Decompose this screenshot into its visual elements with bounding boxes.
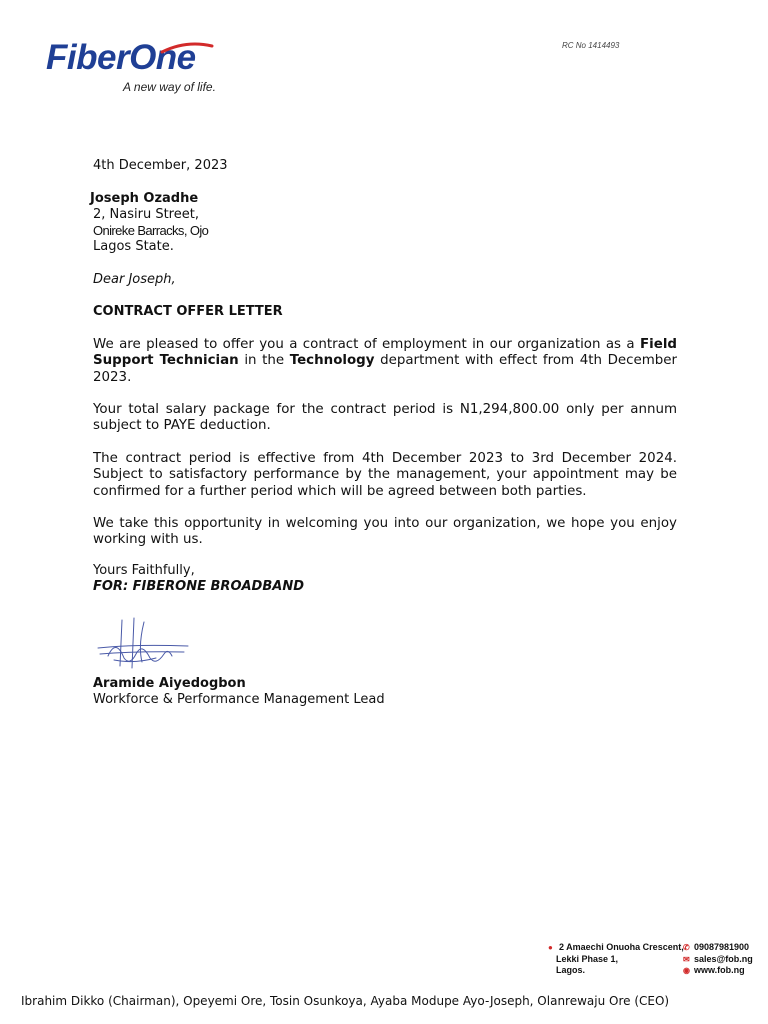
- footer-website: www.fob.ng: [694, 965, 745, 975]
- recipient-address-line2: Onireke Barracks, Ojo: [93, 223, 209, 238]
- paragraph-welcome: We take this opportunity in welcoming you into our organization, we hope you enjoy working with us.: [93, 516, 677, 548]
- paragraph-offer-text-b: in the: [238, 353, 290, 369]
- rc-number: RC No 1414493: [562, 41, 620, 50]
- footer-address-line1: 2 Amaechi Onuoha Crescent,: [559, 942, 684, 952]
- letter-subject: CONTRACT OFFER LETTER: [93, 304, 283, 319]
- letter-date: 4th December, 2023: [93, 158, 228, 173]
- salutation: Dear Joseph,: [93, 272, 176, 287]
- signature-image: [94, 616, 194, 672]
- phone-icon: ✆: [683, 943, 690, 952]
- job-role: Field Support Technician: [93, 337, 677, 369]
- globe-icon: ◉: [683, 966, 690, 975]
- logo-swoosh-icon: [156, 42, 216, 56]
- department: Technology: [289, 353, 375, 369]
- footer-address-line2: Lekki Phase 1,: [556, 953, 619, 964]
- footer-contact: [683, 942, 753, 977]
- signer-name: Aramide Aiyedogbon: [93, 676, 246, 691]
- paragraph-contract-period: The contract period is effective from 4th December 2023 to 3rd December 2024. Subject to satisfactory performance by the management, your appointment may be confirmed for a further period which will be agreed between both parties.: [93, 451, 677, 499]
- directors-list: Ibrahim Dikko (Chairman), Opeyemi Ore, Tosin Osunkoya, Ayaba Modupe Ayo-Joseph, Olanrewaju Ore (CEO): [21, 994, 670, 1008]
- paragraph-offer: [93, 337, 677, 386]
- footer-email: sales@fob.ng: [694, 953, 753, 964]
- footer-phone: 09087981900: [694, 942, 750, 952]
- footer-address-line3: Lagos.: [556, 965, 586, 975]
- recipient-address-line3: Lagos State.: [93, 239, 174, 254]
- recipient-name: Joseph Ozadhe: [90, 191, 199, 206]
- paragraph-offer-text-c: department with effect from 4th December 2023.: [93, 353, 678, 385]
- paragraph-salary: Your total salary package for the contract period is N1,294,800.00 only per annum subject to PAYE deduction.: [93, 402, 677, 434]
- closing: Yours Faithfully,: [93, 563, 195, 578]
- company-logo: [46, 38, 246, 98]
- logo-tagline: A new way of life.: [123, 80, 216, 94]
- logo-wordmark: FiberOne: [46, 38, 196, 77]
- footer-address: [548, 942, 684, 977]
- signer-title: Workforce & Performance Management Lead: [93, 692, 385, 707]
- recipient-address-line1: 2, Nasiru Street,: [93, 207, 199, 222]
- company-line: FOR: FIBERONE BROADBAND: [93, 579, 304, 594]
- location-pin-icon: ●: [548, 943, 553, 952]
- email-icon: ✉: [683, 954, 690, 964]
- paragraph-offer-text-a: We are pleased to offer you a contract of employment in our organization as a: [93, 337, 640, 352]
